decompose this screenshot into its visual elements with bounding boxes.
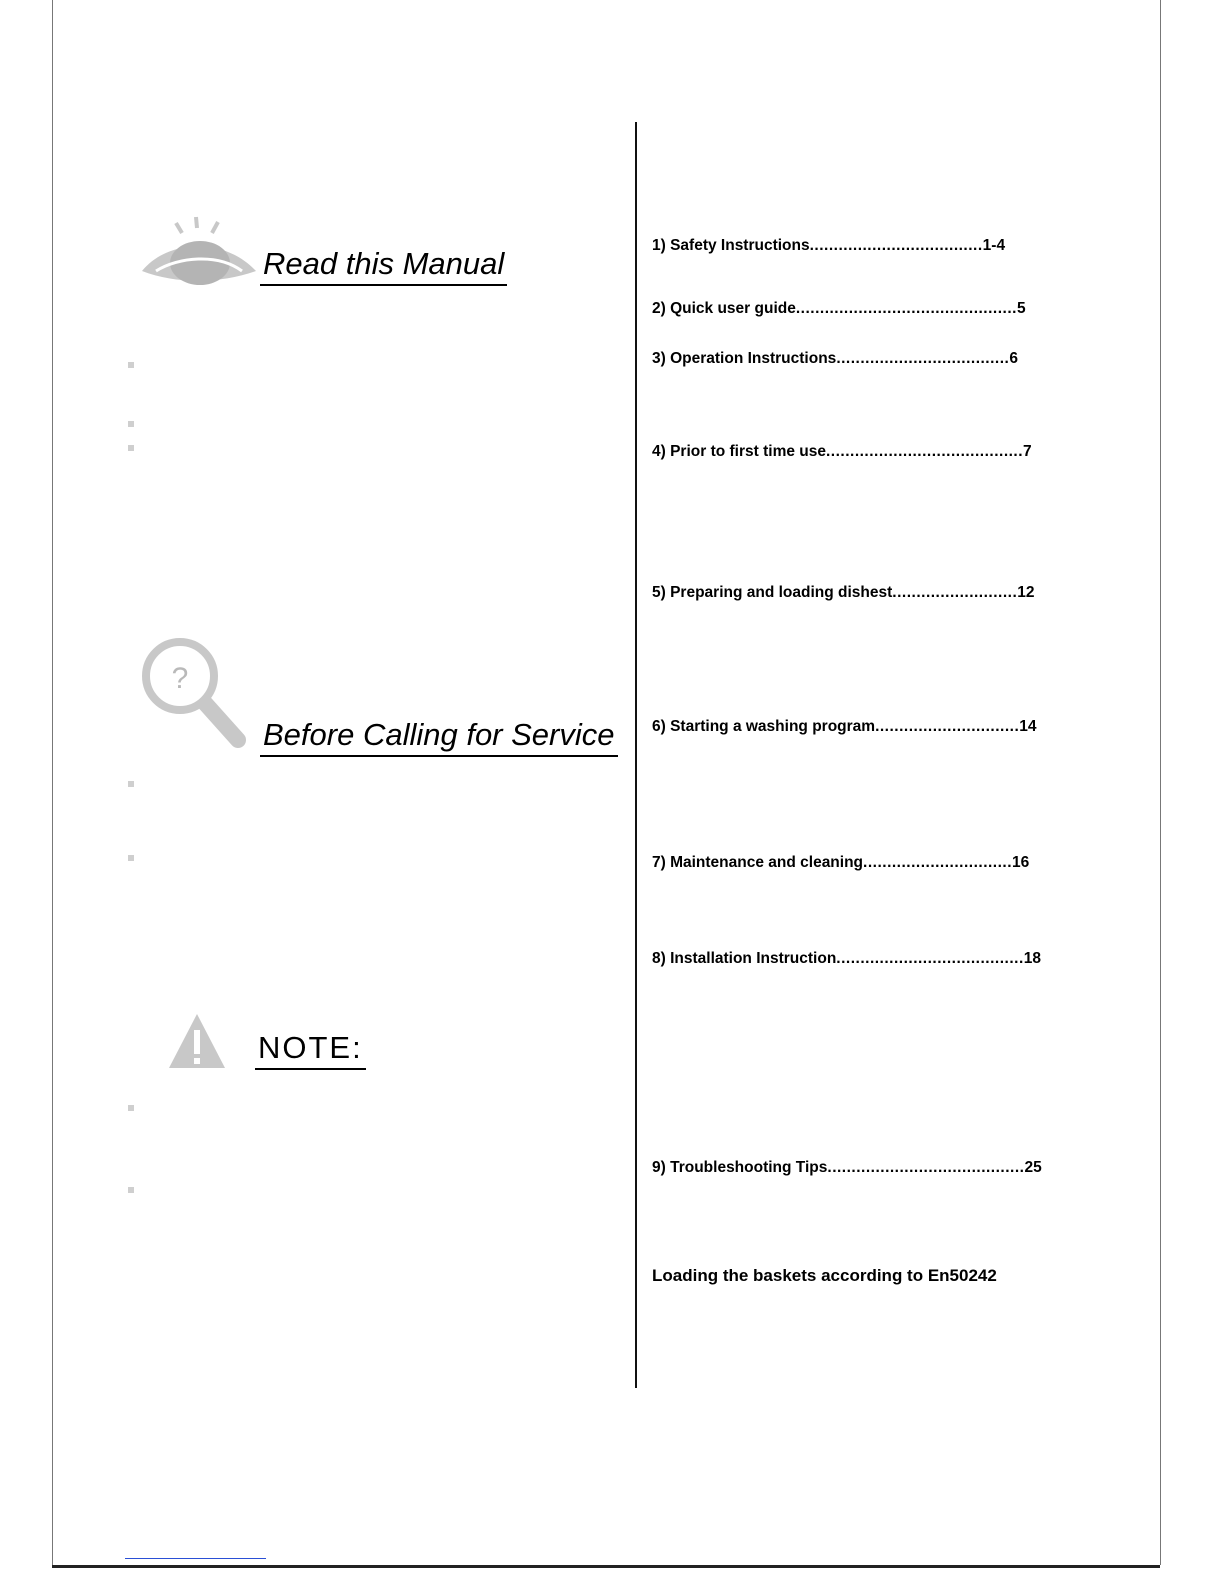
bullet	[128, 1105, 134, 1111]
bottom-link-underline[interactable]	[125, 1558, 266, 1559]
bullet	[128, 781, 134, 787]
bullet	[128, 1187, 134, 1193]
toc-final-entry[interactable]: Loading the baskets according to En50242	[652, 1266, 997, 1285]
toc-entry[interactable]	[652, 300, 1026, 319]
bullet	[128, 421, 134, 427]
toc-dots: ....................................	[809, 237, 983, 254]
toc-entry[interactable]	[652, 237, 1005, 256]
toc-entry[interactable]	[652, 1159, 1042, 1178]
bottom-rule	[52, 1565, 1160, 1568]
toc-page: 16	[1012, 854, 1030, 871]
toc-dots: ..............................	[875, 718, 1020, 735]
toc-dots: ..............................................	[795, 300, 1017, 317]
toc-page: 5	[1016, 300, 1026, 317]
toc-dots: ....................................	[836, 350, 1010, 367]
toc-label: 8) Installation Instruction	[652, 950, 837, 967]
toc-label: 2) Quick user guide	[652, 300, 796, 317]
toc-page: 1-4	[982, 237, 1006, 254]
toc-dots: .........................................	[827, 1159, 1025, 1176]
toc-label: 5) Preparing and loading dishest	[652, 584, 893, 601]
read-manual-heading: Read this Manual	[260, 246, 507, 286]
toc-dots: ...............................	[863, 854, 1013, 871]
toc-page: 14	[1019, 718, 1037, 735]
toc-entry[interactable]	[652, 854, 1029, 873]
toc-entry[interactable]	[652, 718, 1037, 737]
eye-icon	[138, 213, 260, 291]
toc-entry[interactable]	[652, 443, 1032, 462]
toc-label: 1) Safety Instructions	[652, 237, 810, 254]
toc-page: 25	[1024, 1159, 1042, 1176]
bullet	[128, 362, 134, 368]
bullet	[128, 855, 134, 861]
warning-triangle-icon	[167, 1012, 227, 1070]
toc-page: 12	[1017, 584, 1035, 601]
toc-entry[interactable]	[652, 950, 1041, 969]
toc-dots: .......................................	[836, 950, 1024, 967]
magnifier-question-icon	[140, 636, 252, 754]
toc-entry[interactable]	[652, 584, 1035, 603]
before-service-heading: Before Calling for Service	[260, 717, 618, 757]
toc-page: 7	[1023, 443, 1032, 460]
toc-label: 4) Prior to first time use	[652, 443, 826, 460]
toc-label: 3) Operation Instructions	[652, 350, 837, 367]
toc-label: 9) Troubleshooting Tips	[652, 1159, 828, 1176]
toc-page: 18	[1023, 950, 1041, 967]
toc-entry[interactable]	[652, 350, 1018, 369]
column-divider	[635, 122, 637, 1388]
toc-dots: .........................................	[825, 443, 1024, 460]
toc-page: 6	[1009, 350, 1018, 367]
note-heading: NOTE:	[255, 1030, 366, 1070]
bullet	[128, 445, 134, 451]
toc-label: 6) Starting a washing program	[652, 718, 876, 735]
toc-dots: ..........................	[892, 584, 1018, 601]
toc-label: 7) Maintenance and cleaning	[652, 854, 864, 871]
svg-text:?: ?	[171, 662, 189, 695]
